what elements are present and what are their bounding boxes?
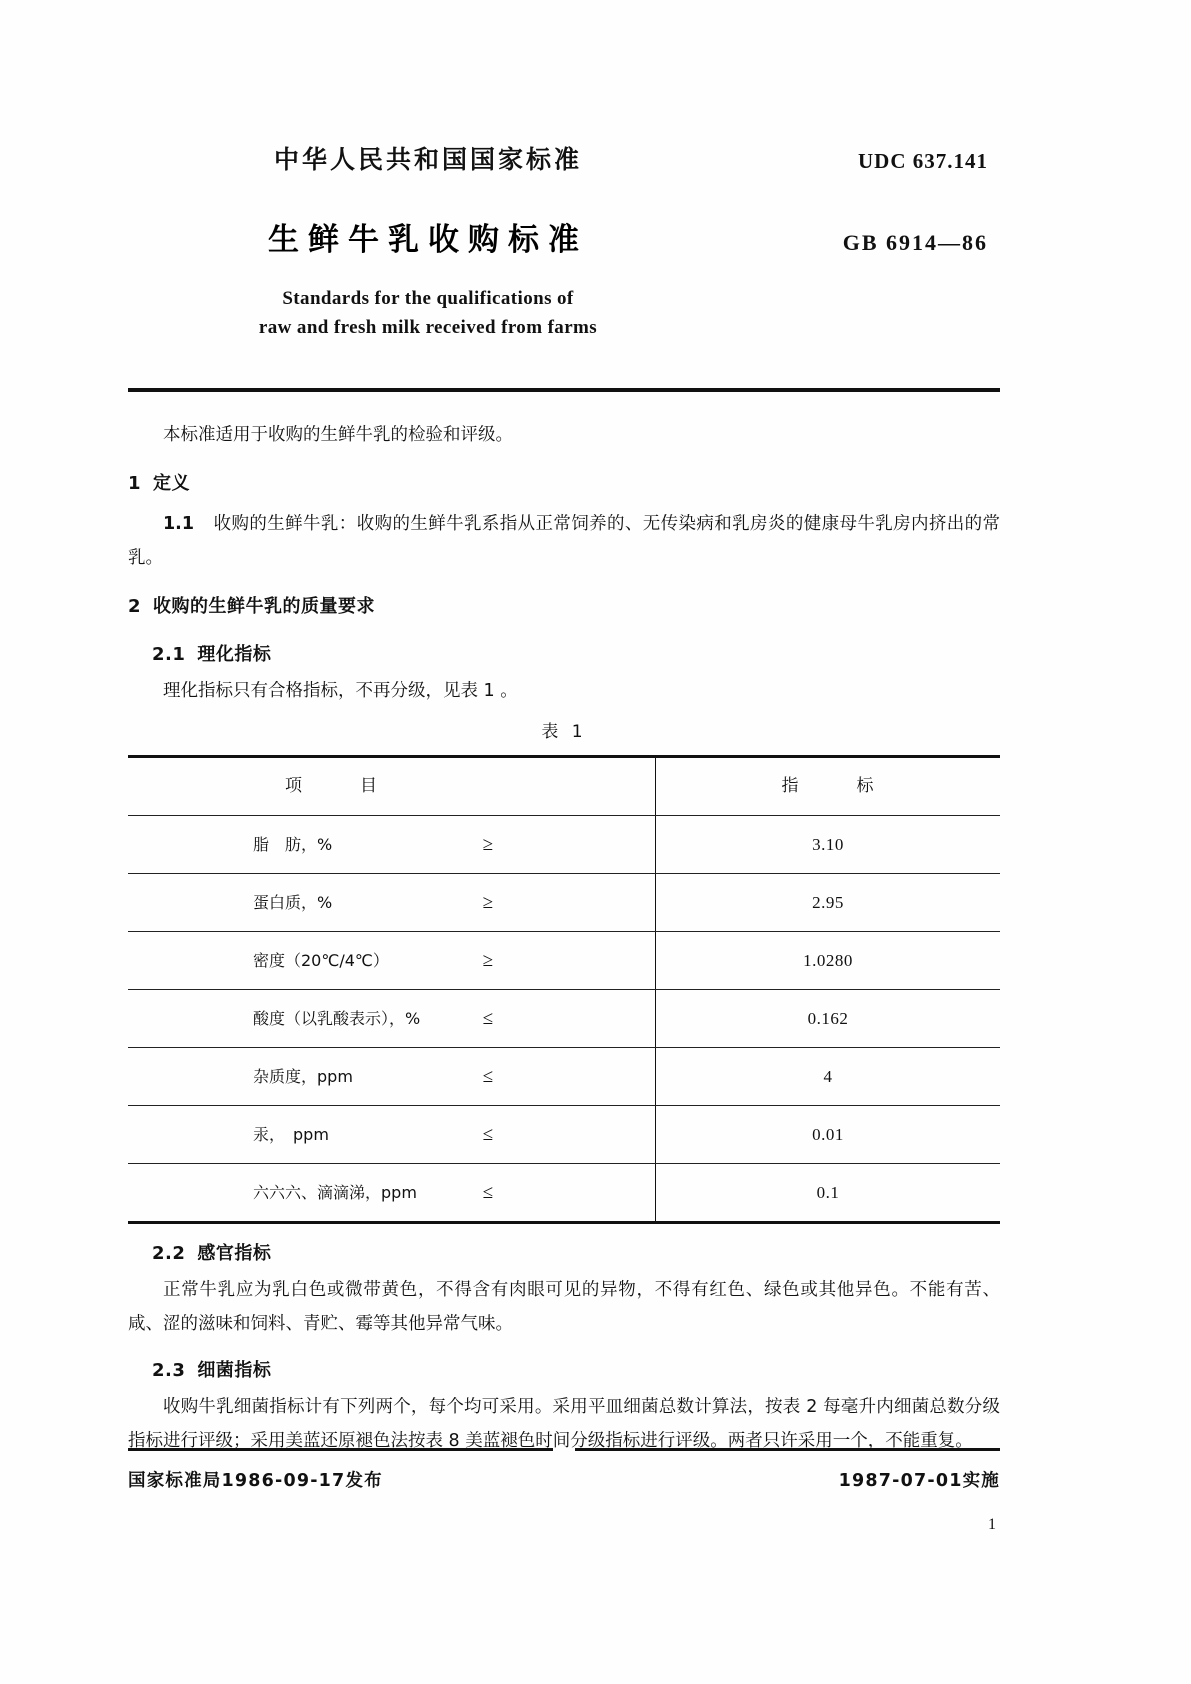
section-2-3-heading [128,1353,1000,1388]
table-cell-value [655,815,1000,873]
english-title-line1: Standards for the qualifications of [282,288,574,309]
section-2-3-title: 细菌指标 [197,1360,272,1382]
section-2-heading [128,589,1000,624]
table-cell-item [128,1047,655,1105]
section-2-number: 2 [128,596,142,618]
table-cell-item [128,1105,655,1163]
header-item-char-b: 目 [359,775,378,796]
item-name: 酸度（以乳酸表示），% [253,1008,421,1028]
table-header-row [128,756,1000,815]
table-cell-value [655,1105,1000,1163]
item-operator: ≤ [482,1065,494,1087]
item-line [128,1000,655,1037]
table-row [128,931,1000,989]
section-2-1-title: 理化指标 [197,643,272,665]
item-name: 密度（20℃/4℃） [253,950,389,970]
item-value: 0.01 [812,1124,844,1144]
item-name: 六六六、滴滴涕，ppm [253,1182,417,1202]
table-row [128,815,1000,873]
item-value: 1.0280 [803,950,853,970]
table-header-cell-value [655,756,1000,815]
section-1-title: 定义 [153,473,191,495]
section-2-1-number: 2.1 [152,643,186,665]
item-line [128,1174,655,1211]
item-value: 3.10 [812,834,844,854]
section-2-1-heading [128,637,1000,672]
item-operator: ≤ [482,1181,494,1203]
table-row [128,989,1000,1047]
footer-divider-right [575,1448,1000,1451]
table-cell-value [655,873,1000,931]
standard-number: GB 6914—86 [842,230,988,255]
table-row [128,1105,1000,1163]
page-number: 1 [988,1516,996,1533]
item-line [128,1058,655,1095]
table-row [128,873,1000,931]
item-line [128,884,655,921]
item-operator: ≤ [482,1007,494,1029]
section-2-1-text: 理化指标只有合格指标，不再分级，见表 1 。 [163,680,518,701]
table-cell-item [128,989,655,1047]
section-2-title: 收购的生鲜牛乳的质量要求 [153,596,376,618]
english-title-line2: raw and fresh milk received from farms [258,316,598,338]
national-standard-label: 中华人民共和国国家标准 [273,145,582,174]
item-line [128,942,655,979]
clause-1-1-number: 1.1 [163,514,195,535]
document-footer [128,1448,1000,1534]
item-value: 0.162 [807,1008,849,1028]
section-2-2-heading [128,1236,1000,1271]
header-divider [128,388,1000,392]
section-2-3-number: 2.3 [152,1360,186,1382]
table-cell-value [655,931,1000,989]
table-1-body [128,756,1000,1222]
item-operator: ≥ [482,833,494,855]
page-content [128,0,1000,1684]
item-value: 0.1 [816,1182,840,1202]
effective-statement: 1987-07-01实施 [838,1471,1000,1491]
section-1-number: 1 [128,473,142,495]
table-header-value-label [656,770,1000,803]
item-value: 2.95 [812,892,844,912]
table-cell-value [655,1163,1000,1222]
item-operator: ≥ [482,891,494,913]
header-title-row [128,214,1000,259]
section-2-3-text: 收购牛乳细菌指标计有下列两个，每个均可采用。采用平皿细菌总数计算法，按表 2 每毫升内细菌总数分级指标进行评级；采用美蓝还原褪色法按表 8 美蓝褪色时间分级指标进行评级。两者只许采用一个，不能重复。 [128,1397,1000,1452]
scope-paragraph: 本标准适用于收购的生鲜牛乳的检验和评级。 [163,425,513,445]
item-value: 4 [823,1066,833,1086]
item-operator: ≥ [482,949,494,971]
item-name: 汞， ppm [253,1124,329,1144]
item-line [128,826,655,863]
table-cell-item [128,815,655,873]
table-1-caption: 表 1 [541,721,587,742]
table-cell-item [128,873,655,931]
document-header [128,0,1000,392]
table-header-item-label [128,770,655,803]
english-title [128,285,728,342]
footer-divider-left [128,1448,553,1451]
item-line [128,1116,655,1153]
table-row [128,1047,1000,1105]
table-header-cell-item [128,756,655,815]
table-cell-value [655,989,1000,1047]
footer-row [128,1467,1000,1492]
header-value-char-a: 指 [781,775,800,796]
table-cell-value [655,1047,1000,1105]
item-name: 脂 肪，% [253,834,333,854]
section-1-heading [128,466,1000,501]
header-item-char-a: 项 [284,775,303,796]
clause-1-1-text: 收购的生鲜牛乳：收购的生鲜牛乳系指从正常饲养的、无传染病和乳房炎的健康母牛乳房内挤出的常乳。 [128,514,1000,569]
page-title: 生鲜牛乳收购标准 [268,222,588,258]
section-2-2-text: 正常牛乳应为乳白色或微带黄色，不得含有肉眼可见的异物，不得有红色、绿色或其他异色。不能有苦、咸、涩的滋味和饲料、青贮、霉等其他异常气味。 [128,1280,1000,1335]
item-name: 杂质度，ppm [253,1066,353,1086]
section-2-2-number: 2.2 [152,1242,186,1264]
table-1 [128,755,1000,1224]
clause-1-1 [128,507,1000,575]
header-value-char-b: 标 [856,775,875,796]
section-2-2-title: 感官指标 [197,1242,272,1264]
item-name: 蛋白质，% [253,892,333,912]
udc-code: UDC 637.141 [858,149,988,173]
issue-statement: 国家标准局1986-09-17发布 [128,1471,383,1491]
document-body [128,418,1000,1459]
header-top-row [128,140,1000,176]
footer-divider [128,1448,1000,1451]
table-cell-item [128,931,655,989]
table-cell-item [128,1163,655,1222]
item-operator: ≤ [482,1123,494,1145]
table-row [128,1163,1000,1222]
